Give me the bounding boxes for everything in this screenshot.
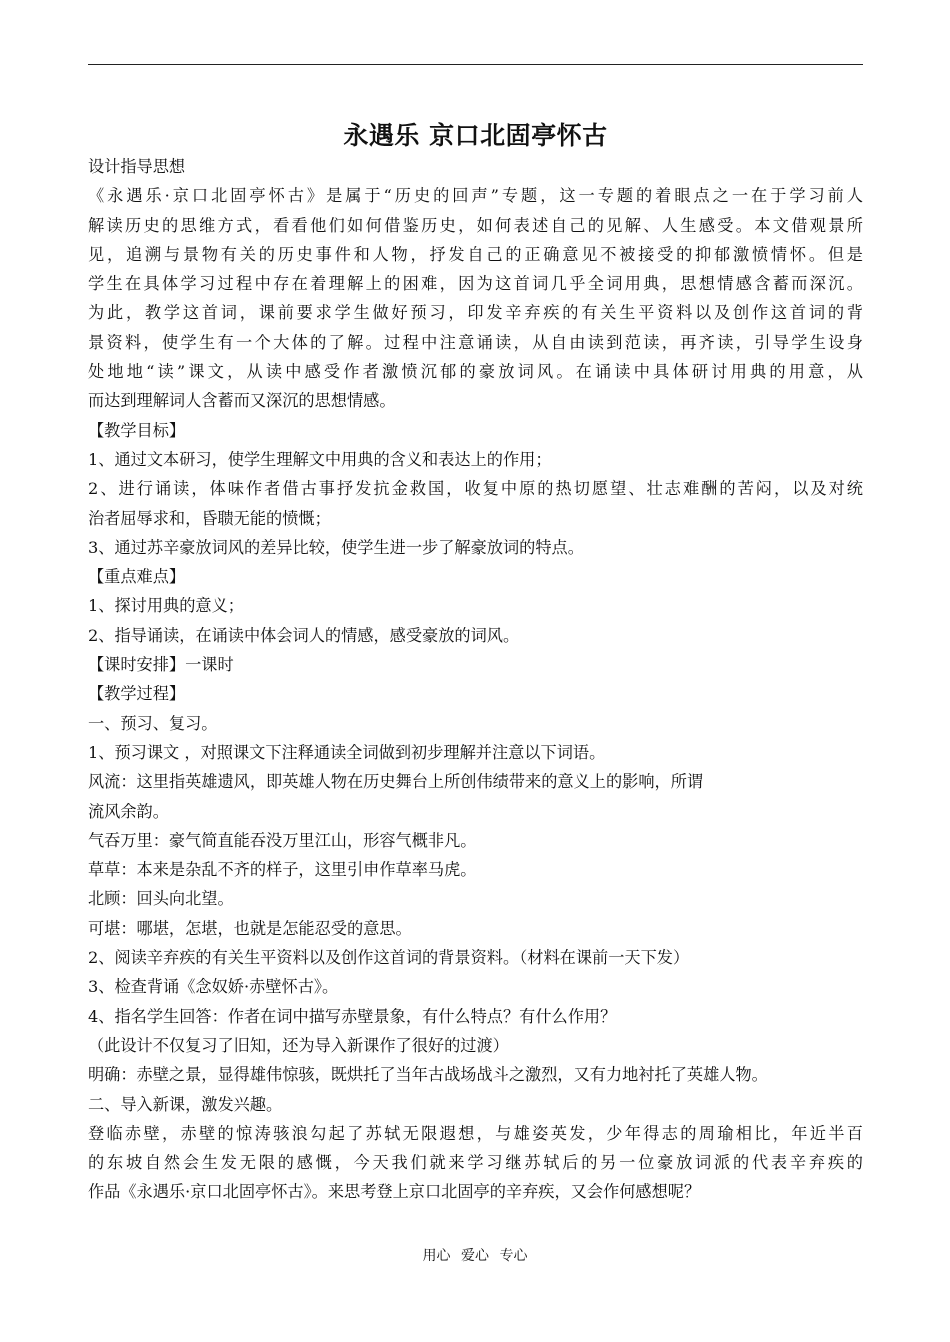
answer-line: 明确：赤壁之景，显得雄伟惊骇，既烘托了当年古战场战斗之激烈，又有力地衬托了英雄人物。 xyxy=(88,1065,768,1085)
note-line: （此设计不仅复习了旧知，还为导入新课作了很好的过渡） xyxy=(88,1035,509,1055)
glossary-item: 气吞万里：豪气简直能吞没万里江山，形容气概非凡。 xyxy=(88,830,477,850)
paragraph-line: 的东坡自然会生发无限的感慨，今天我们就来学习继苏轼后的另一位豪放词派的代表辛弃疾的 xyxy=(88,1153,863,1173)
subsection-heading: 二、导入新课，激发兴趣。 xyxy=(88,1094,283,1114)
document-title: 永遇乐 京口北固亭怀古 xyxy=(343,121,608,150)
paragraph-line: 处地地“读”课文，从读中感受作者激愤沉郁的豪放词风。在诵读中具体研讨用典的用意，从 xyxy=(88,362,863,382)
paragraph-line: 学生在具体学习过程中存在着理解上的困难，因为这首词几乎全词用典，思想情感含蓄而深沉。 xyxy=(88,274,863,294)
paragraph-line: 《永遇乐·京口北固亭怀古》是属于“历史的回声”专题，这一专题的着眼点之一在于学习前人 xyxy=(88,186,863,206)
list-item: 1、探讨用典的意义； xyxy=(88,596,244,616)
glossary-item: 草草：本来是杂乱不齐的样子，这里引申作草率马虎。 xyxy=(88,860,477,880)
section-heading: 设计指导思想 xyxy=(88,157,186,176)
list-item: 3、通过苏辛豪放词风的差异比较，使学生进一步了解豪放词的特点。 xyxy=(88,537,584,557)
list-item: 4、指名学生回答：作者在词中描写赤壁景象，有什么特点？有什么作用？ xyxy=(88,1006,617,1026)
paragraph-line: 解读历史的思维方式，看看他们如何借鉴历史，如何表述自己的见解、人生感受。本文借观景所 xyxy=(88,215,863,235)
section-heading: 【教学目标】 xyxy=(88,420,186,440)
paragraph-line: 而达到理解词人含蓄而又深沉的思想情感。 xyxy=(88,391,396,411)
list-item: 1、预习课文 ，对照课文下注释通读全词做到初步理解并注意以下词语。 xyxy=(88,742,606,762)
section-heading: 【教学过程】 xyxy=(88,684,186,704)
document-body xyxy=(88,152,868,1207)
list-item: 2、指导诵读，在诵读中体会词人的情感，感受豪放的词风。 xyxy=(88,625,520,645)
glossary-item: 北顾：回头向北望。 xyxy=(88,889,234,909)
list-item: 2、阅读辛弃疾的有关生平资料以及创作这首词的背景资料。（材料在课前一天下发） xyxy=(88,948,690,968)
glossary-item: 风流：这里指英雄遗风，即英雄人物在历史舞台上所创伟绩带来的意义上的影响，所谓 xyxy=(88,772,704,792)
subsection-heading: 一、预习、复习。 xyxy=(88,713,218,733)
glossary-item: 可堪：哪堪，怎堪，也就是怎能忍受的意思。 xyxy=(88,918,412,938)
paragraph-line: 见，追溯与景物有关的历史事件和人物，抒发自己的正确意见不被接受的抑郁激愤情怀。但是 xyxy=(88,244,863,264)
glossary-item: 流风余韵。 xyxy=(88,801,169,821)
list-item: 1、通过文本研习，使学生理解文中用典的含义和表达上的作用； xyxy=(88,449,552,469)
section-heading: 【课时安排】一课时 xyxy=(88,655,234,675)
list-item: 3、检查背诵《念奴娇·赤壁怀古》。 xyxy=(88,977,339,997)
header-rule xyxy=(88,64,863,65)
paragraph-line: 登临赤壁，赤壁的惊涛骇浪勾起了苏轼无限遐想，与雄姿英发，少年得志的周瑜相比，年近半百 xyxy=(88,1123,863,1143)
list-item: 治者屈辱求和，昏聩无能的愤慨； xyxy=(88,508,331,528)
page-footer: 用心 爱心 专心 xyxy=(422,1248,528,1264)
section-heading: 【重点难点】 xyxy=(88,567,186,587)
paragraph-line: 作品《永遇乐·京口北固亭怀古》。来思考登上京口北固亭的辛弃疾，又会作何感想呢？ xyxy=(88,1182,701,1202)
list-item: 2、进行诵读，体味作者借古事抒发抗金救国，收复中原的热切愿望、壮志难酬的苦闷，以及对统 xyxy=(88,479,863,499)
paragraph-line: 景资料，使学生有一个大体的了解。过程中注意诵读，从自由读到范读，再齐读，引导学生设身 xyxy=(88,332,863,352)
paragraph-line: 为此，教学这首词，课前要求学生做好预习，印发辛弃疾的有关生平资料以及创作这首词的背 xyxy=(88,303,863,323)
